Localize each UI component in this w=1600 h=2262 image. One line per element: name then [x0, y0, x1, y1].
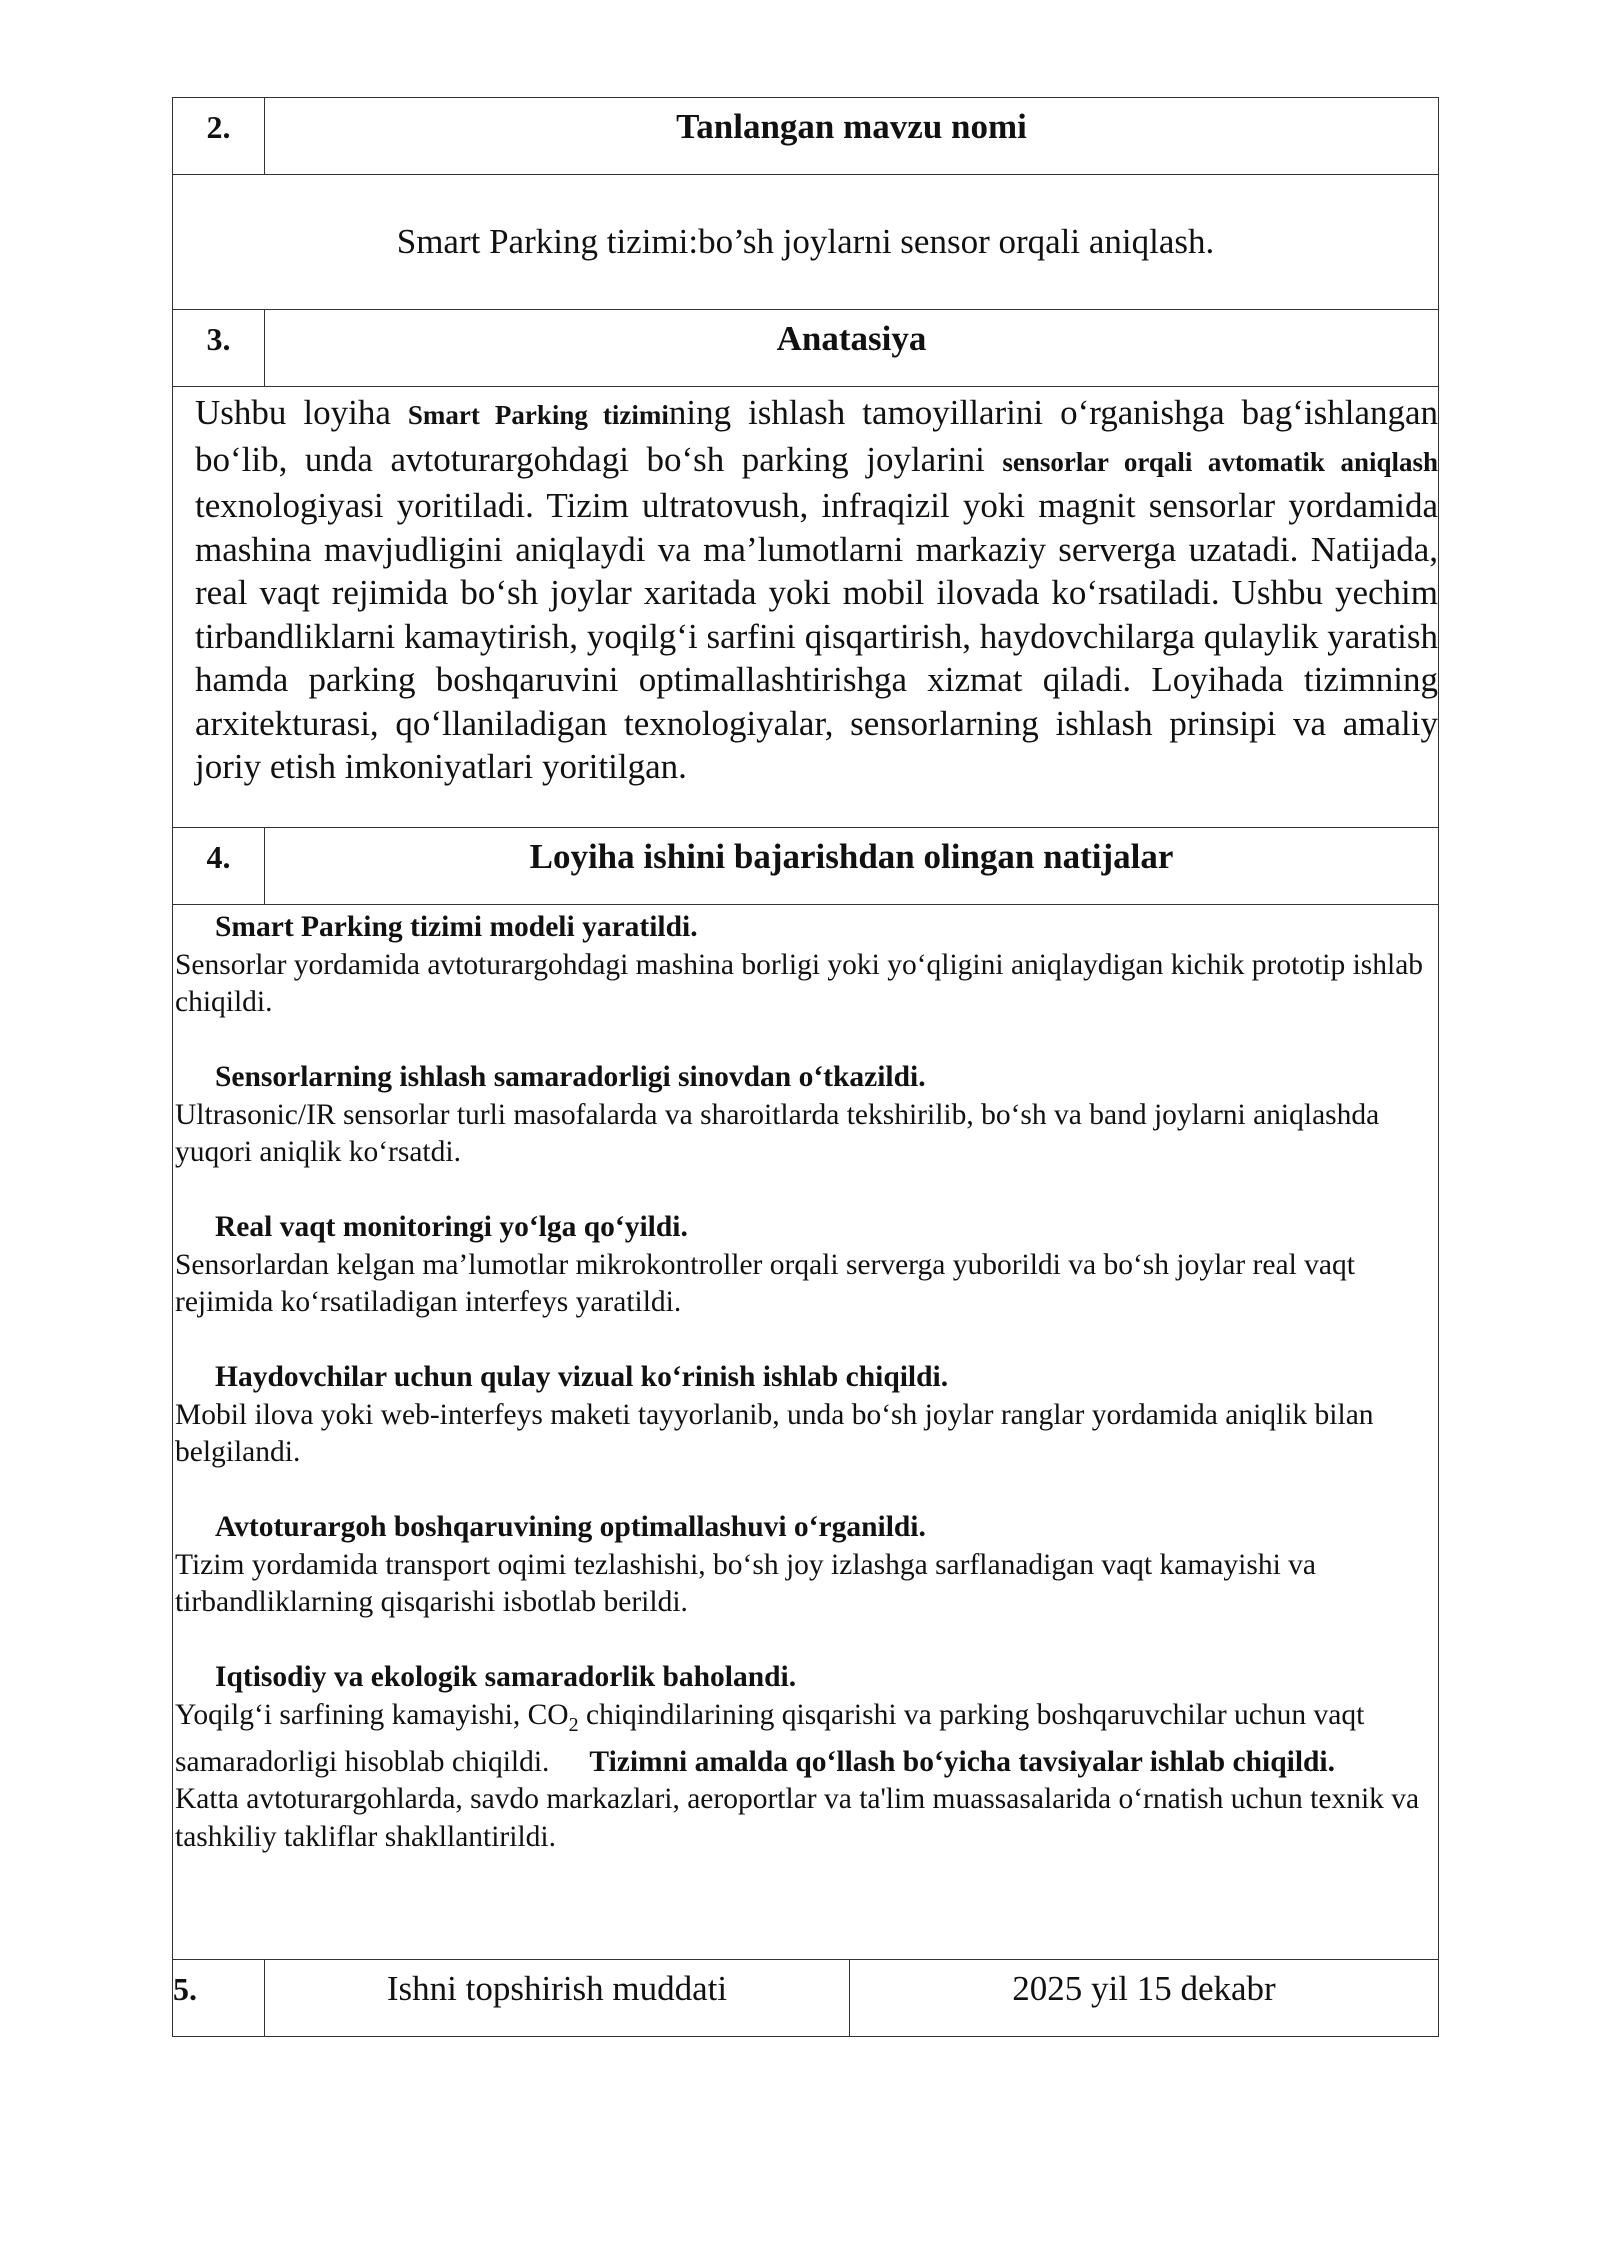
annotation-text-2: ning ishlash tamoyillarini o‘rganishga bag‘ishlangan bo‘lib, unda avtoturargohdagi bo‘sh parking joylarini — [195, 393, 1439, 479]
result-1-text: Sensorlar yordamida avtoturargohdagi mashina borligi yoki yo‘qligini aniqlaydigan kichik prototip ishlab chiqildi. — [175, 948, 1424, 1018]
result-2-heading: Sensorlarning ishlash samaradorligi sinovdan o‘tkazildi. — [215, 1061, 926, 1093]
result-6-text — [173, 1697, 1438, 1782]
annotation-bold-1: Smart Parking tizimi — [407, 400, 669, 430]
annotation-cell — [173, 387, 1439, 828]
result-5-text: Tizim yordamida transport oqimi tezlashishi, bo‘sh joy izlashga sarflanadigan vaqt kamayishi va tirbandliklarning qisqarishi isbotlab berildi. — [175, 1548, 1316, 1618]
results-cell — [173, 905, 1439, 1960]
result-4-heading: Haydovchilar uchun qulay vizual ko‘rinish ishlab chiqildi. — [215, 1361, 949, 1393]
co2-subscript: 2 — [568, 1713, 579, 1736]
section-3-header-row — [173, 310, 1439, 387]
result-7-text: Katta avtoturargohlarda, savdo markazlari, aeroportlar va ta'lim muassasalarida o‘rnatish uchun texnik va tashkiliy takliflar shakllantirildi. — [175, 1783, 1420, 1853]
section-2-number: 2. — [173, 98, 265, 175]
result-2-text: Ultrasonic/IR sensorlar turli masofalarda va sharoitlarda tekshirilib, bo‘sh va band joylarni aniqlashda yuqori aniqlik ko‘rsatdi. — [175, 1098, 1380, 1168]
section-3-content-row — [173, 387, 1439, 828]
annotation-paragraph — [173, 387, 1438, 789]
result-5-heading: Avtoturargoh boshqaruvining optimallashuvi o‘rganildi. — [215, 1511, 926, 1543]
annotation-text-3: texnologiyasi yoritiladi. Tizim ultratovush, infraqizil yoki magnit sensorlar yordamida mashina mavjudligini aniqlaydi va ma’lumotlarni markaziy serverga uzatadi. Natijada, real vaqt rejimida bo‘sh joylar xaritada yoki mobil ilovada ko‘rsatiladi. Ushbu yechim tirbandliklarni kamaytirish, yoqilg‘i sarfini qisqartirish, haydovchilarga qulaylik yaratish hamda parking boshqaruvini optimallashtirishga xizmat qiladi. Loyihada tizimning arxitekturasi, qo‘llaniladigan texnologiyalar, sensorlarning ishlash prinsipi va amaliy joriy etish imkoniyatlari yoritilgan. — [195, 486, 1439, 786]
section-3-number: 3. — [173, 310, 265, 387]
section-2-header-row — [173, 98, 1439, 175]
result-6-heading: Iqtisodiy va ekologik samaradorlik baholandi. — [215, 1661, 797, 1693]
section-2-content-row — [173, 175, 1439, 310]
result-4-text: Mobil ilova yoki web-interfeys maketi tayyorlanib, unda bo‘sh joylar ranglar yordamida aniqlik bilan belgilandi. — [175, 1398, 1374, 1468]
section-4-header-row — [173, 828, 1439, 905]
section-4-number: 4. — [173, 828, 265, 905]
result-3-heading: Real vaqt monitoringi yo‘lga qo‘yildi. — [215, 1211, 688, 1243]
annotation-text-1: Ushbu loyiha — [195, 393, 408, 432]
topic-name: Smart Parking tizimi:bo’sh joylarni sensor orqali aniqlash. — [173, 175, 1439, 310]
project-table — [172, 97, 1439, 2037]
result-6-text-a: Yoqilg‘i sarfining kamayishi, CO — [175, 1698, 569, 1731]
section-3-title: Anatasiya — [265, 310, 1439, 387]
result-3-text: Sensorlardan kelgan ma’lumotlar mikrokontroller orqali serverga yuborildi va bo‘sh joylar real vaqt rejimida ko‘rsatiladigan interfeys yaratildi. — [175, 1248, 1355, 1318]
section-4-content-row — [173, 905, 1439, 1960]
section-2-title: Tanlangan mavzu nomi — [265, 98, 1439, 175]
section-5-number: 5. — [173, 1960, 265, 2037]
results-list — [173, 905, 1438, 1856]
result-7-heading: Tizimni amalda qo‘llash bo‘yicha tavsiyalar ishlab chiqildi. — [589, 1745, 1336, 1778]
section-5-row — [173, 1960, 1439, 2037]
section-4-title: Loyiha ishini bajarishdan olingan natijalar — [265, 828, 1439, 905]
deadline-value: 2025 yil 15 dekabr — [850, 1960, 1439, 2037]
result-6-text-b: chiqindilarining qisqarishi va parking boshqaruvchilar uchun vaqt samaradorligi hisoblab chiqildi. — [175, 1698, 1365, 1778]
deadline-label: Ishni topshirish muddati — [265, 1960, 850, 2037]
result-1-heading: Smart Parking tizimi modeli yaratildi. — [215, 911, 698, 943]
annotation-bold-2: sensorlar orqali avtomatik aniqlash — [1002, 446, 1439, 477]
